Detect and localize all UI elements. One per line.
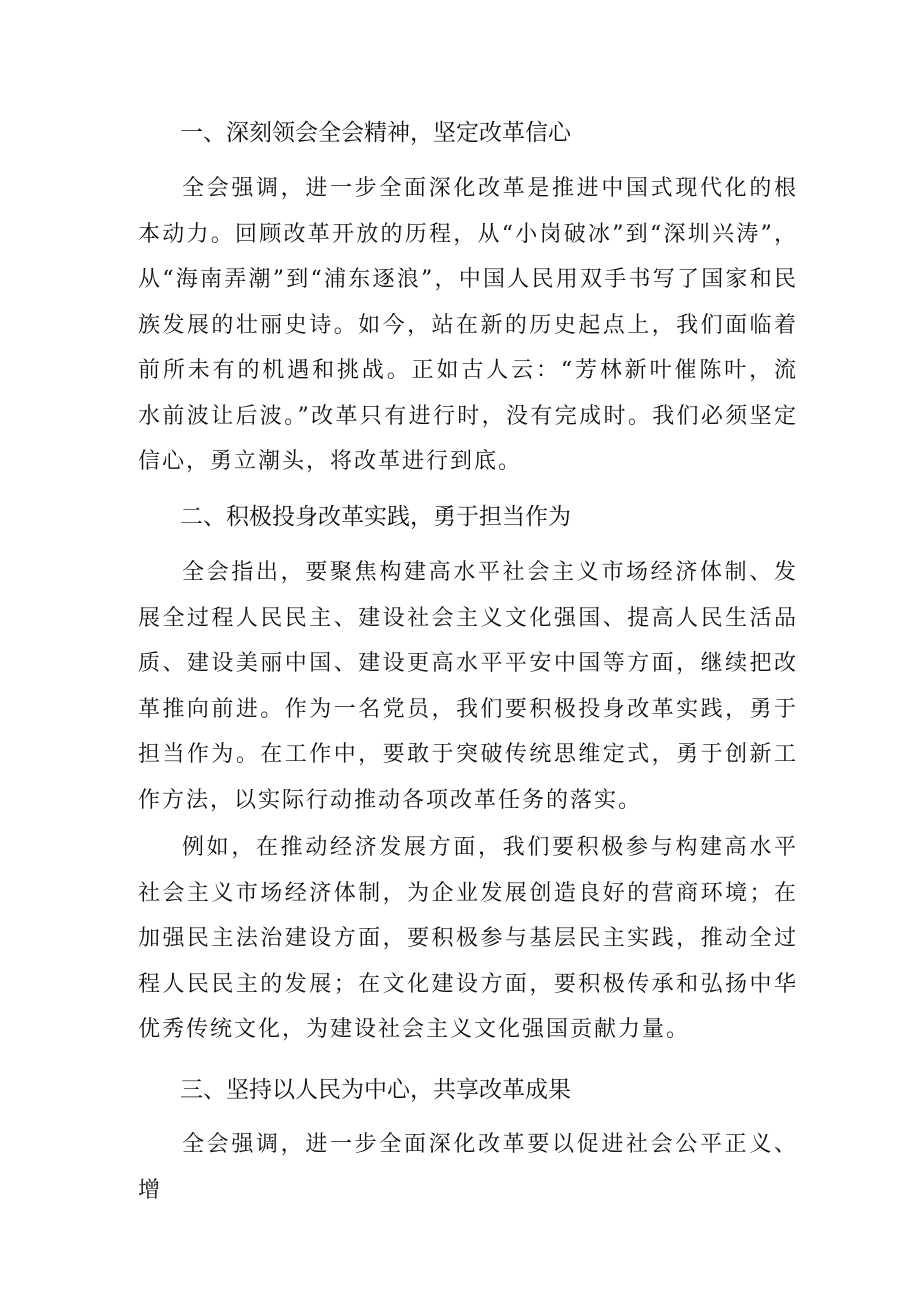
- section-1-paragraph-1: 全会强调，进一步全面深化改革是推进中国式现代化的根本动力。回顾改革开放的历程，从“小岗破冰”到“深圳兴涛”，从“海南弄潮”到“浦东逐浪”，中国人民用双手书写了国家和民族发展的壮丽史诗。如今，站在新的历史起点上，我们面临着前所未有的机遇和挑战。正如古人云：“芳林新叶催陈叶，流水前波让后波。”改革只有进行时，没有完成时。我们必须坚定信心，勇立潮头，将改革进行到底。: [138, 176, 798, 474]
- section-3-paragraph-1: 全会强调，进一步全面深化改革要以促进社会公平正义、增: [138, 1132, 798, 1203]
- section-heading-3: 三、坚持以人民为中心，共享改革成果: [180, 1077, 571, 1103]
- section-2-paragraph-1: 全会指出，要聚焦构建高水平社会主义市场经济体制、发展全过程人民民主、建设社会主义文化强国、提高人民生活品质、建设美丽中国、建设更高水平平安中国等方面，继续把改革推向前进。作为一名党员，我们要积极投身改革实践，勇于担当作为。在工作中，要敢于突破传统思维定式，勇于创新工作方法，以实际行动推动各项改革任务的落实。: [138, 560, 798, 813]
- section-heading-2: 二、积极投身改革实践，勇于担当作为: [180, 504, 571, 530]
- section-2-paragraph-2: 例如，在推动经济发展方面，我们要积极参与构建高水平社会主义市场经济体制，为企业发展创造良好的营商环境；在加强民主法治建设方面，要积极参与基层民主实践，推动全过程人民民主的发展；在文化建设方面，要积极传承和弘扬中华优秀传统文化，为建设社会主义文化强国贡献力量。: [138, 835, 798, 1042]
- section-heading-1: 一、深刻领会全会精神，坚定改革信心: [180, 120, 571, 146]
